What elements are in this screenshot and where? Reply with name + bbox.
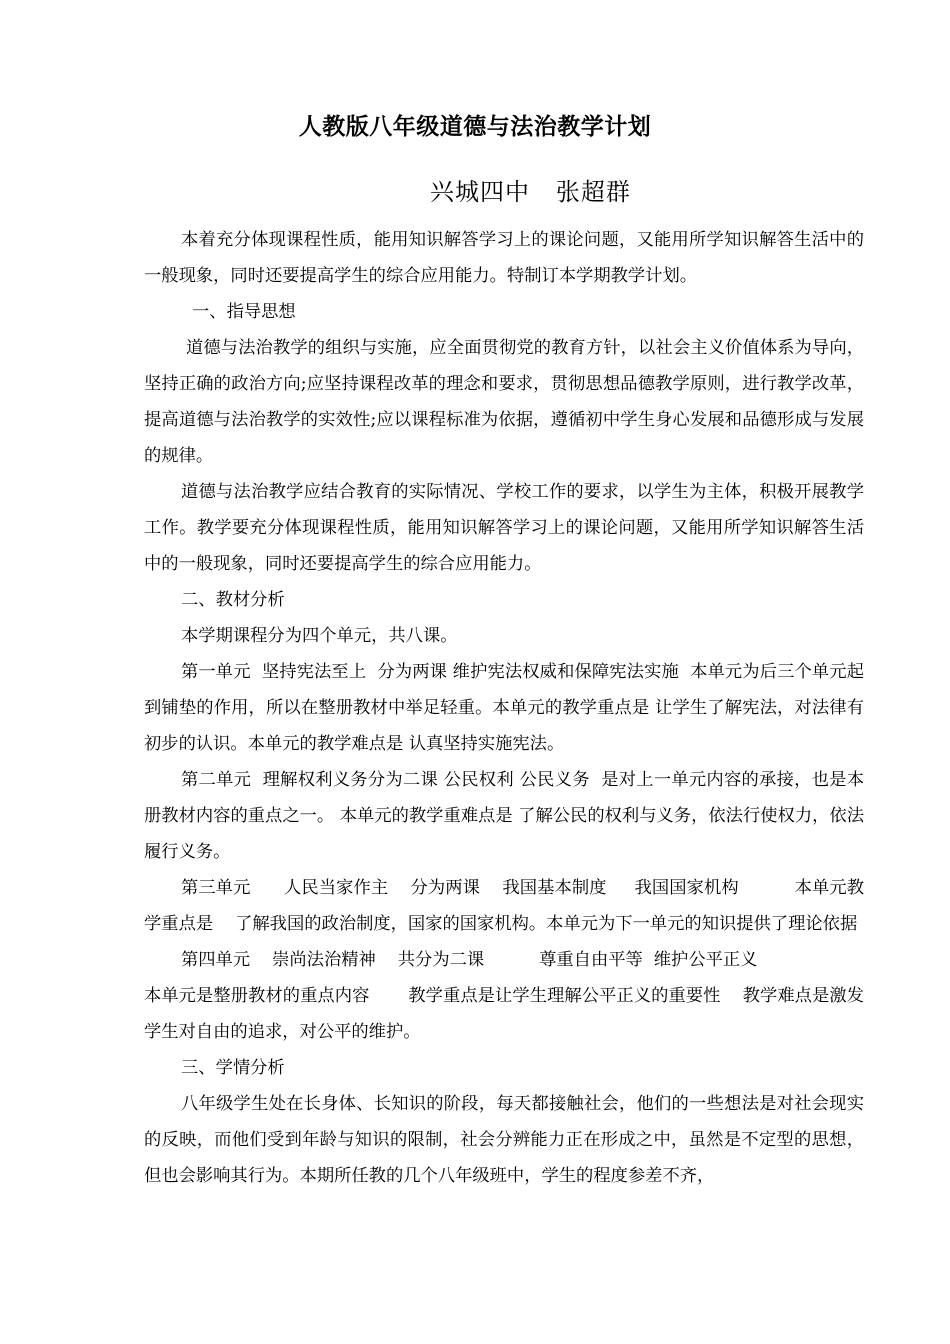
unit-two-paragraph: 第二单元 理解权利义务分为二课 公民权利 公民义务 是对上一单元内容的承接，也是本册教材内容的重点之一。 本单元的教学重难点是 了解公民的权利与义务，依法行使权力，依法履行义务。	[144, 770, 864, 862]
intro-paragraph: 本着充分体现课程性质，能用知识解答学习上的课论问题，又能用所学知识解答生活中的一般现象，同时还要提高学生的综合应用能力。特制订本学期教学计划。	[144, 230, 864, 286]
section-heading-textbook-analysis: 二、教材分析	[181, 590, 285, 610]
textbook-overview-paragraph: 本学期课程分为四个单元，共八课。	[181, 626, 458, 646]
unit-four-paragraph: 本单元是整册教材的重点内容 教学重点是让学生理解公平正义的重要性 教学难点是激发学生对自由的追求，对公平的维护。	[144, 986, 864, 1042]
unit-four-heading-line: 第四单元 崇尚法治精神 共分为二课 尊重自由平等 维护公平正义	[181, 950, 758, 970]
student-analysis-paragraph: 八年级学生处在长身体、长知识的阶段，每天都接触社会，他们的一些想法是对社会现实的反映，而他们受到年龄与知识的限制，社会分辨能力正在形成之中，虽然是不定型的思想，但也会影响其行为。本期所任教的几个八年级班中，学生的程度参差不齐，	[144, 1094, 864, 1186]
document-body	[144, 222, 864, 1194]
unit-one-paragraph: 第一单元 坚持宪法至上 分为两课 维护宪法权威和保障宪法实施 本单元为后三个单元起到铺垫的作用，所以在整册教材中举足轻重。本单元的教学重点是 让学生了解宪法，对法律有初步的认识。本单元的教学难点是 认真坚持实施宪法。	[144, 662, 864, 754]
unit-three-paragraph: 第三单元 人民当家作主 分为两课 我国基本制度 我国国家机构 本单元教学重点是 了解我国的政治制度，国家的国家机构。本单元为下一单元的知识提供了理论依据	[144, 878, 864, 934]
author-line: 兴城四中 张超群	[430, 178, 631, 206]
section-heading-guiding-ideology: 一、指导思想	[192, 302, 296, 322]
document-title: 人教版八年级道德与法治教学计划	[298, 113, 652, 140]
guiding-ideology-paragraph-2: 道德与法治教学应结合教育的实际情况、学校工作的要求，以学生为主体，积极开展教学工作。教学要充分体现课程性质，能用知识解答学习上的课论问题，又能用所学知识解答生活中的一般现象，同时还要提高学生的综合应用能力。	[144, 482, 864, 574]
guiding-ideology-paragraph-1: 道德与法治教学的组织与实施，应全面贯彻党的教育方针，以社会主义价值体系为导向，坚持正确的政治方向;应坚持课程改革的理念和要求，贯彻思想品德教学原则，进行教学改革，提高道德与法治教学的实效性;应以课程标准为依据，遵循初中学生身心发展和品德形成与发展的规律。	[144, 338, 864, 466]
section-heading-student-analysis: 三、学情分析	[181, 1058, 285, 1078]
